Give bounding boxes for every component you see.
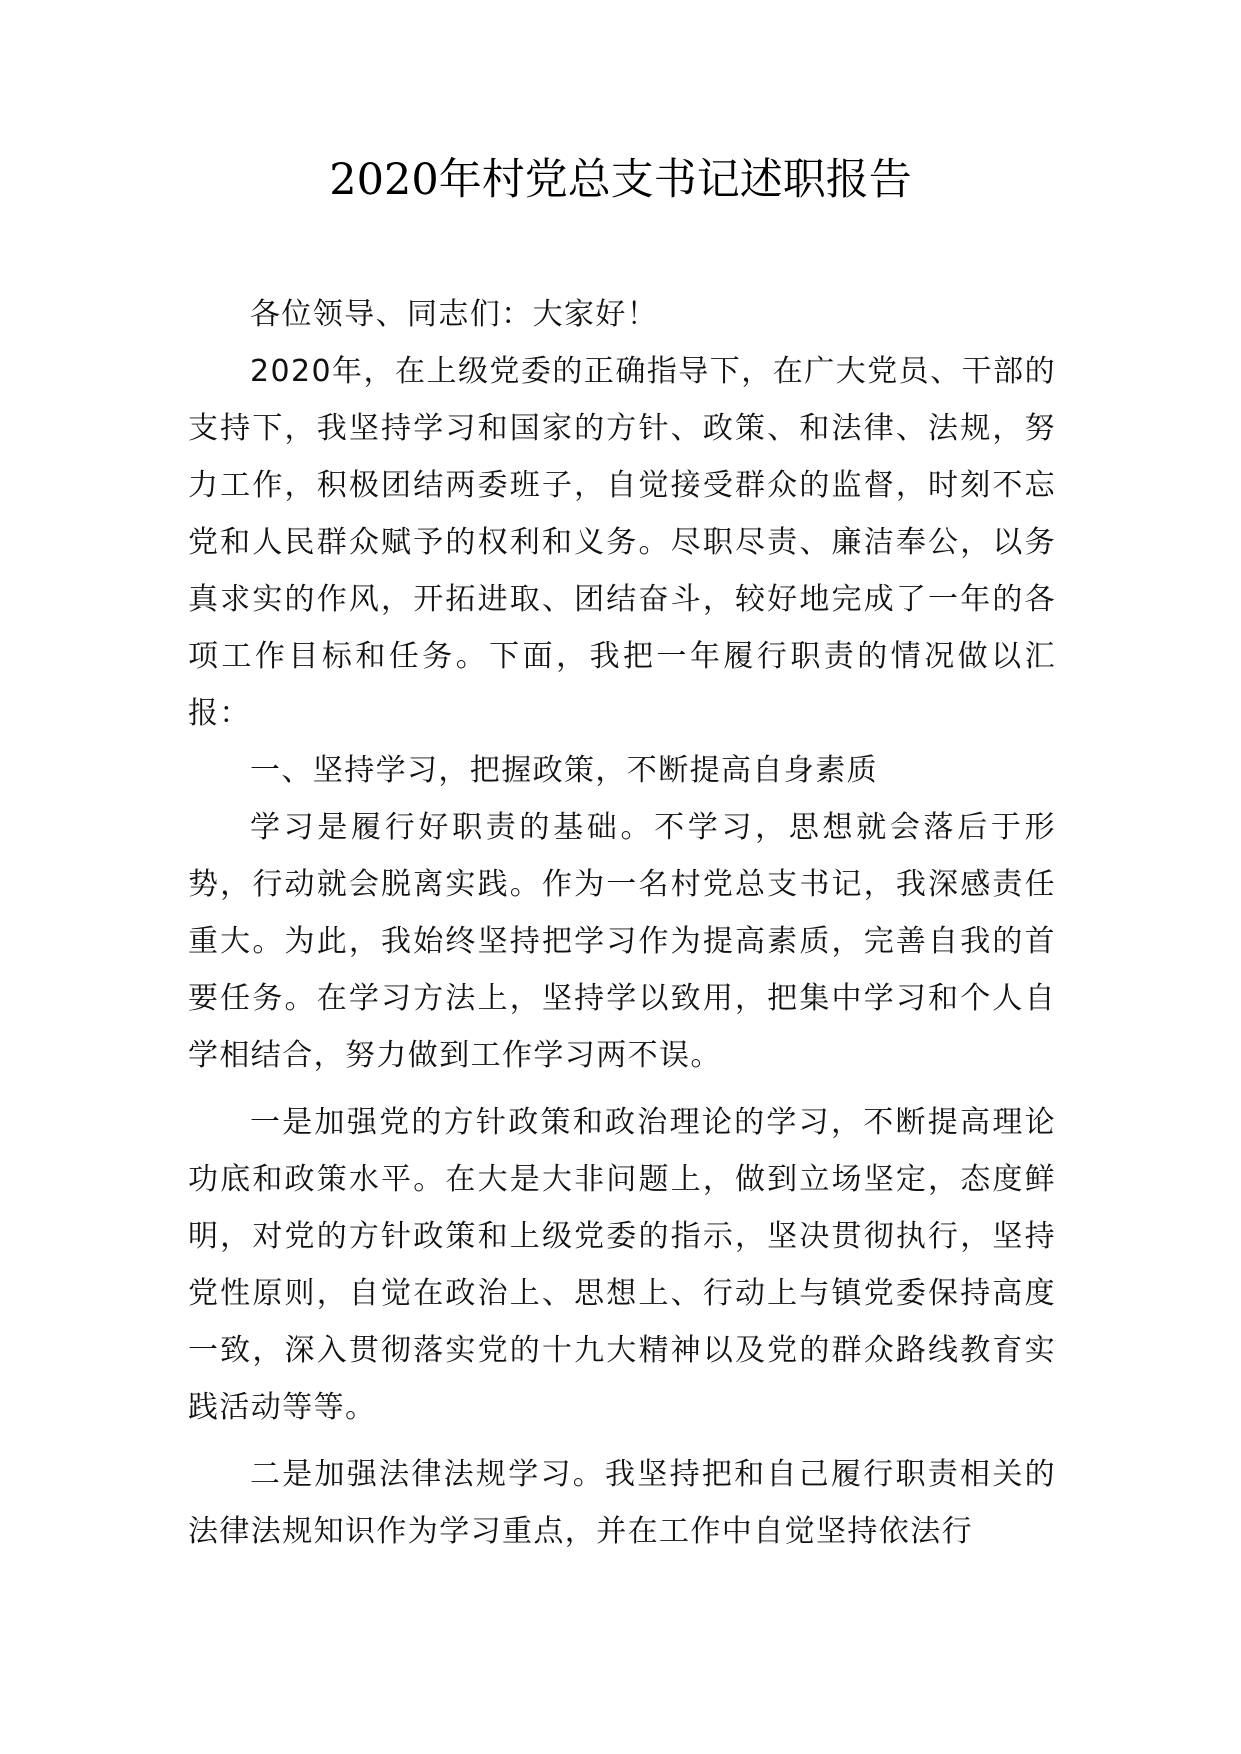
paragraph-law-study: 二是加强法律法规学习。我坚持把和自己履行职责相关的法律法规知识作为学习重点，并在工作中自觉坚持依法行 bbox=[188, 1457, 1056, 1549]
paragraph-greeting: 各位领导、同志们：大家好！ bbox=[250, 297, 659, 332]
document-body bbox=[188, 286, 1056, 1560]
document-title: 2020年村党总支书记述职报告 bbox=[329, 155, 912, 205]
paragraph-introduction: 2020年，在上级党委的正确指导下，在广大党员、干部的支持下，我坚持学习和国家的方针、政策、和法律、法规，努力工作，积极团结两委班子，自觉接受群众的监督，时刻不忘党和人民群众赋予的权利和义务。尽职尽责、廉洁奉公，以务真求实的作风，开拓进取、团结奋斗，较好地完成了一年的各项工作目标和任务。下面，我把一年履行职责的情况做以汇报： bbox=[188, 354, 1056, 731]
paragraph-policy-study: 一是加强党的方针政策和政治理论的学习，不断提高理论功底和政策水平。在大是大非问题上，做到立场坚定，态度鲜明，对党的方针政策和上级党委的指示，坚决贯彻执行，坚持党性原则，自觉在政治上、思想上、行动上与镇党委保持高度一致，深入贯彻落实党的十九大精神以及党的群众路线教育实践活动等等。 bbox=[188, 1105, 1056, 1425]
paragraph-study-foundation: 学习是履行好职责的基础。不学习，思想就会落后于形势，行动就会脱离实践。作为一名村党总支书记，我深感责任重大。为此，我始终坚持把学习作为提高素质，完善自我的首要任务。在学习方法上，坚持学以致用，把集中学习和个人自学相结合，努力做到工作学习两不误。 bbox=[188, 810, 1056, 1073]
section-heading-1: 一、坚持学习，把握政策，不断提高自身素质 bbox=[250, 753, 878, 788]
